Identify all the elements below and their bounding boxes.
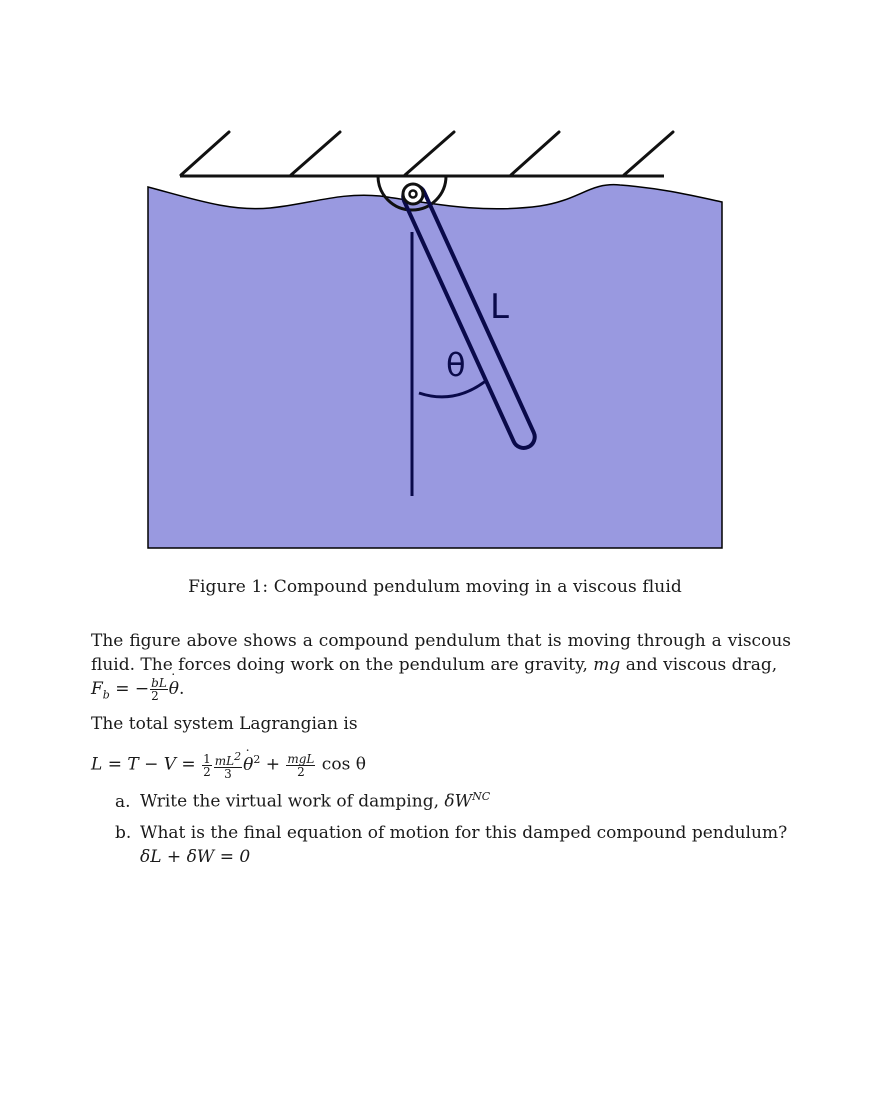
hatch-mark <box>624 132 673 175</box>
viscous-fluid <box>148 185 722 548</box>
question-a: a. Write the virtual work of damping, $\delta W^{NC}$ <box>115 790 491 812</box>
gravity-symbol: mg <box>593 655 621 675</box>
length-label: L <box>490 287 509 327</box>
question-text: Write the virtual work of damping, <box>140 791 445 812</box>
hatch-mark <box>511 132 559 175</box>
drag-force-symbol: F <box>91 679 103 699</box>
hatch-mark <box>405 132 454 175</box>
question-b <box>115 821 795 869</box>
para-text-b: and viscous drag, <box>620 655 778 675</box>
hatch-mark <box>181 132 229 175</box>
hatch-mark <box>291 132 340 175</box>
angle-label: θ <box>446 346 466 384</box>
para-text-a: The figure above shows a compound pendulum that is moving through a viscous fluid. The forces doing work on the pendulum are gravity, <box>91 631 791 675</box>
lagrangian-intro: The total system Lagrangian is <box>91 714 358 734</box>
pivot-pin-inner <box>410 191 417 198</box>
question-math: δL + δW = 0 <box>140 847 251 867</box>
question-math: δW <box>444 791 473 812</box>
drag-fraction: $\frac{bL}{2}$ <box>151 676 167 703</box>
ceiling-hatching <box>181 132 673 175</box>
question-label: a. <box>115 791 131 812</box>
theta-dot: θ ˙ <box>169 677 179 701</box>
figure-caption: Figure 1: Compound pendulum moving in a viscous fluid <box>188 577 682 597</box>
lagrangian-equation: L = T − V = $\frac{1}{2}$ $\frac{mL^2}{3}$ θ ˙$^2$ + $\frac{\text{mgL}}{2}$ cos θ <box>91 748 791 780</box>
question-text: What is the final equation of motion for this damped compound pendulum? <box>140 823 788 843</box>
description-paragraph: The figure above shows a compound pendulum that is moving through a viscous fluid. The forces doing work on the pendulum are gravity, mg and viscous drag, $F_b$ = − $\frac{bL}{2}$ θ ˙. <box>91 629 791 707</box>
question-label: b. <box>115 823 132 843</box>
